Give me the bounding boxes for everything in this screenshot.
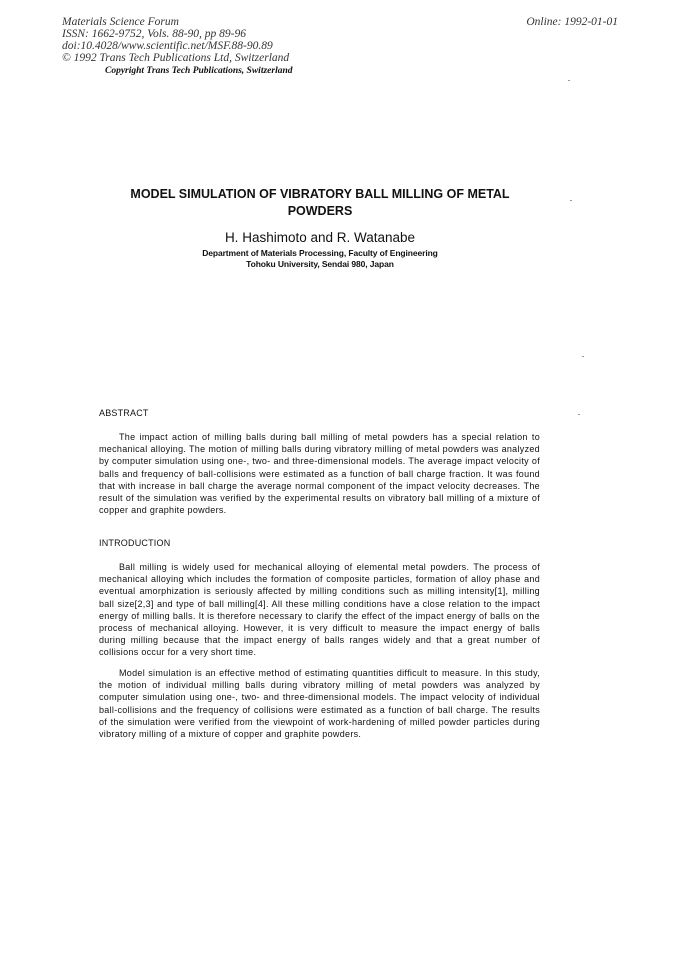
abstract-text: The impact action of milling balls during ball milling of metal powders has a special relation to mechanical alloying. The motion of milling balls during vibratory milling of metal powders was analyzed by computer simulation using one-, two- and three-dimensional models. The average impact velocity of balls and frequency of ball-collisions were estimated as a function of ball charge fraction. It was found that with increase in ball charge the average normal component of the impact velocity decreases. The result of the simulation was verified by the experimental results on vibratory ball milling of a mixture of copper and graphite powders. [99, 432, 540, 516]
scan-speck [578, 414, 580, 415]
doi-line: doi:10.4028/www.scientific.net/MSF.88-90.89 [62, 40, 273, 52]
intro-paragraph-2: Model simulation is an effective method of estimating quantities difficult to measure. In this study, the motion of individual milling balls during vibratory milling of metal powders was analyzed by computer simulation using one-, two- and three-dimensional models. The impact velocity of individual ball-collisions and the frequency of collisions were estimated as a function of ball charge. The results of the simulation were verified from the viewpoint of work-hardening of milled powder particles during vibratory milling of a mixture of copper and graphite powders. [99, 668, 540, 740]
scan-speck [582, 356, 584, 357]
scan-speck [568, 80, 570, 81]
paper-title [100, 186, 540, 220]
affiliation [100, 248, 540, 270]
publication-info [62, 16, 289, 64]
title-line-2: POWDERS [287, 204, 353, 218]
intro-paragraph-1: Ball milling is widely used for mechanical alloying of elemental metal powders. The process of mechanical alloying which includes the formation of composite particles, formation of alloy phase and eventual amorphization is seriously affected by milling conditions such as milling intensity[1], milling ball size[2,3] and type of ball milling[4]. All these milling conditions have a close relation to the impact energy of milling balls. It is therefore necessary to clarify the effect of the impact energy of balls on the process of mechanical alloying. However, it is very difficult to measure the impact energy of balls during milling because that the impact energy of balls ranges widely and that a great number of collisions occur for a very short time. [99, 562, 540, 658]
affiliation-line-2: Tohoku University, Sendai 980, Japan [246, 259, 394, 269]
title-line-1: MODEL SIMULATION OF VIBRATORY BALL MILLING OF METAL [130, 187, 510, 201]
abstract-heading: ABSTRACT [99, 408, 149, 418]
scan-speck [570, 200, 572, 201]
copyright-notice: Copyright Trans Tech Publications, Switzerland [105, 66, 293, 76]
affiliation-line-1: Department of Materials Processing, Faculty of Engineering [202, 248, 438, 258]
authors: H. Hashimoto and R. Watanabe [224, 230, 416, 245]
journal-name: Materials Science Forum [62, 16, 179, 28]
issn-line: ISSN: 1662-9752, Vols. 88-90, pp 89-96 [62, 28, 246, 40]
online-date: Online: 1992-01-01 [526, 16, 618, 28]
introduction-heading: INTRODUCTION [99, 538, 171, 548]
publisher-copyright: © 1992 Trans Tech Publications Ltd, Switzerland [62, 52, 290, 64]
